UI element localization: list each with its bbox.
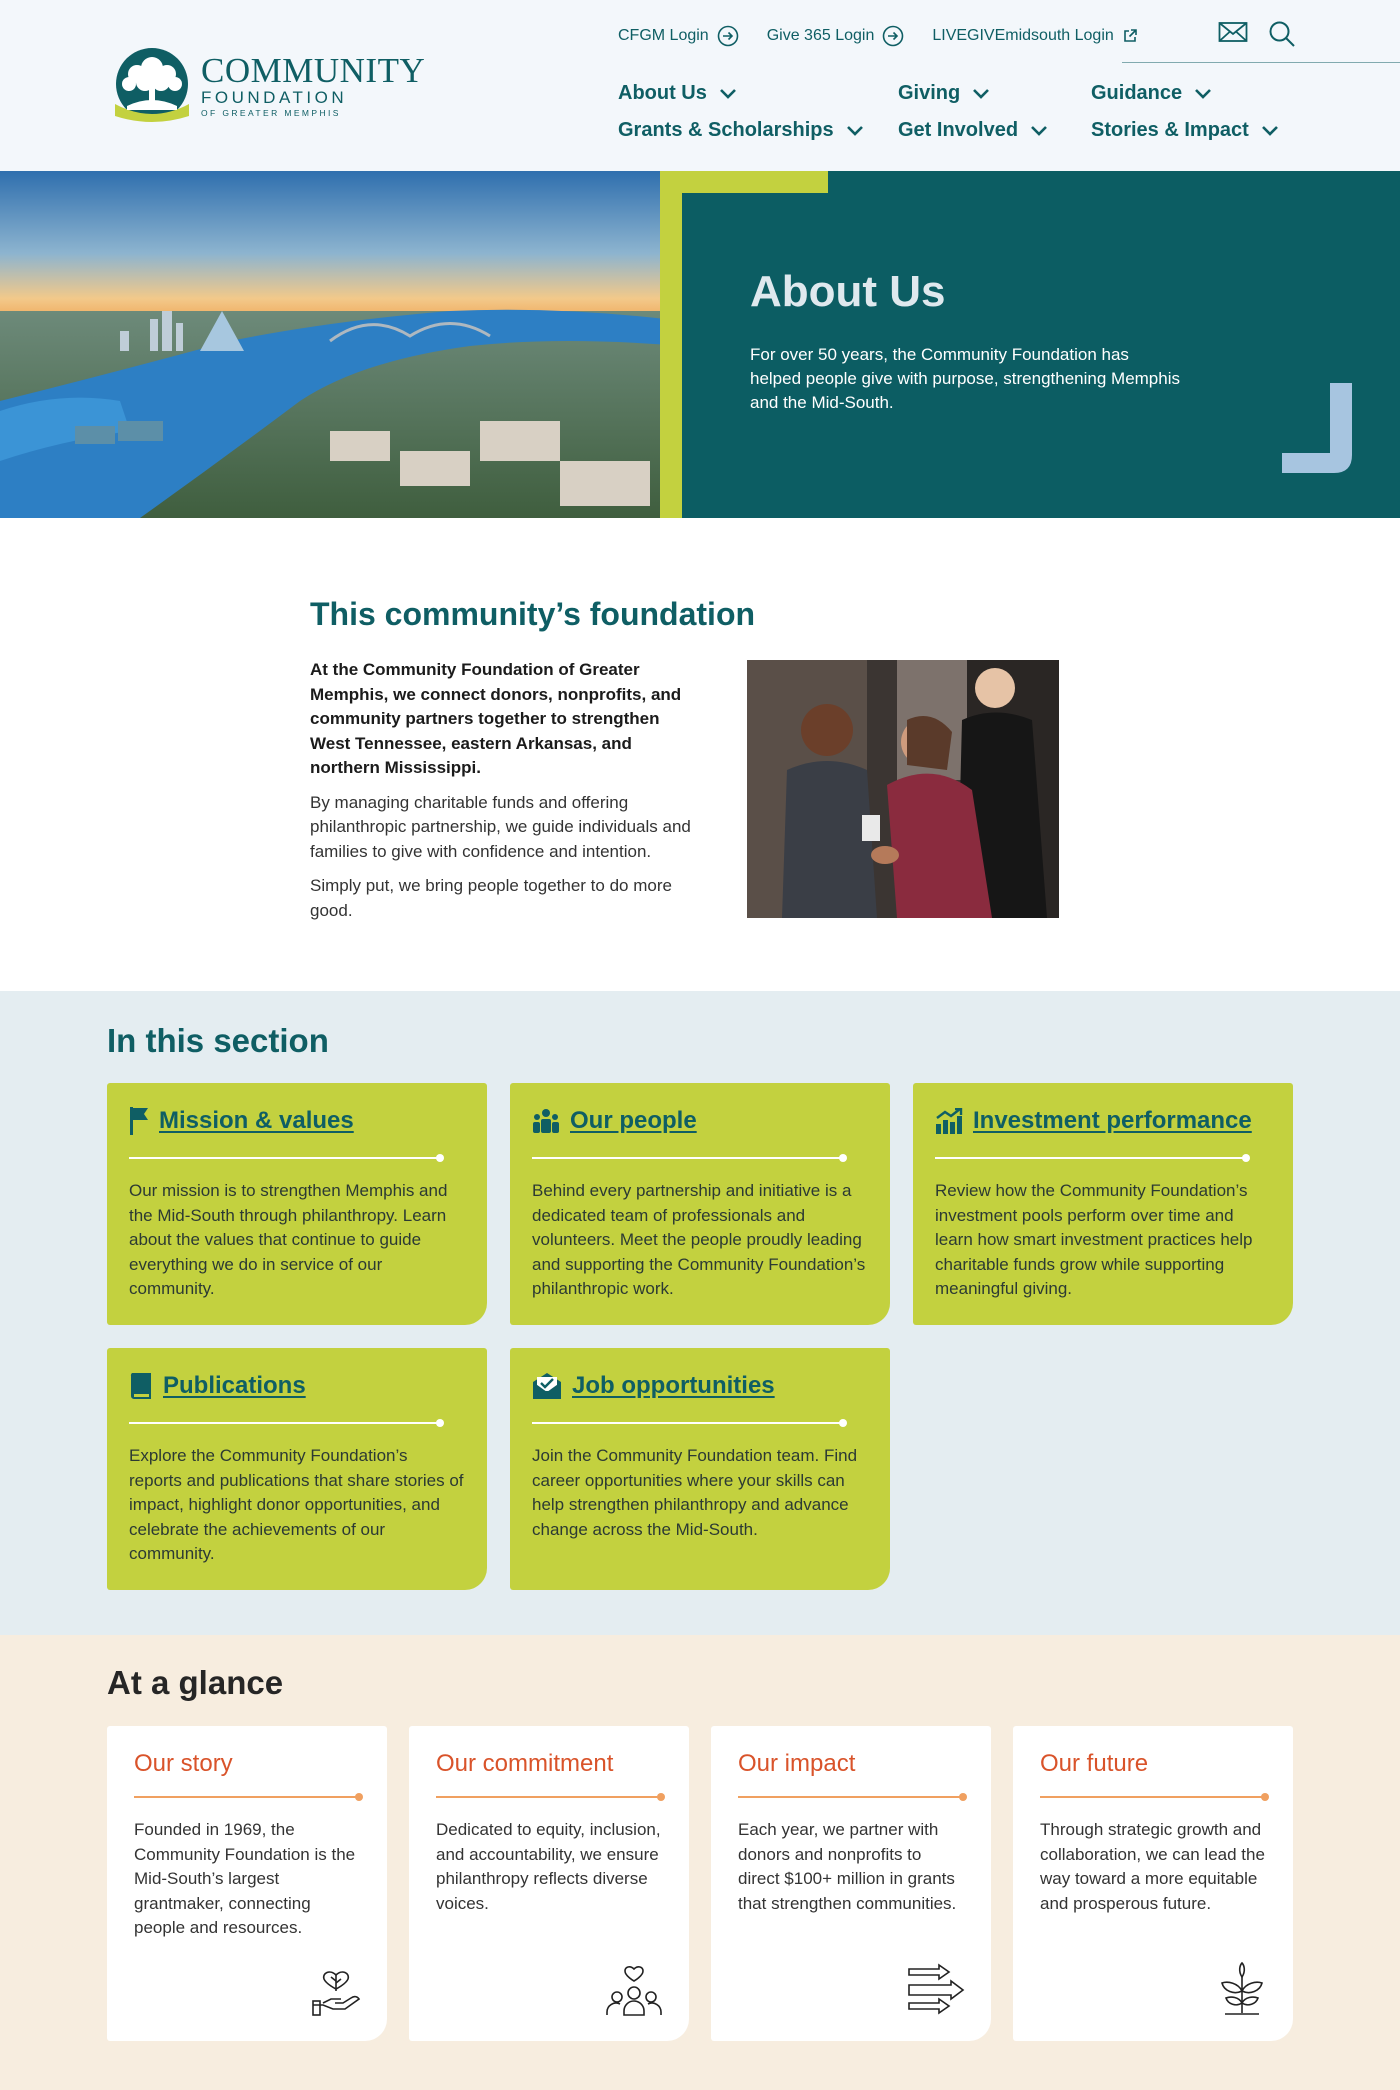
- card-divider: [532, 1157, 844, 1159]
- publications-link[interactable]: Publications: [163, 1372, 306, 1399]
- glance-card-title: Our impact: [738, 1750, 856, 1777]
- card-body: Join the Community Foundation team. Find career opportunities where your skills can help strengthen philanthropy and advance change across the Mid-South.: [532, 1446, 858, 1539]
- card-job-opportunities[interactable]: [510, 1348, 890, 1590]
- nav-label: Guidance: [1091, 82, 1183, 104]
- glance-card-divider: [738, 1796, 964, 1798]
- glance-card-body: Founded in 1969, the Community Foundation is the Mid-South’s largest grantmaker, connecting people and resources.: [134, 1820, 356, 1937]
- hero-accent-bar: [660, 171, 682, 518]
- card-body: Behind every partnership and initiative is a dedicated team of professionals and volunteers. Meet the people proudly leading and supporting the Community Foundation’s philanthropic work.: [532, 1181, 866, 1298]
- card-divider: [935, 1157, 1247, 1159]
- utility-icons: [1218, 20, 1296, 48]
- glance-card-our-story: [107, 1726, 387, 2041]
- nav-about-us[interactable]: [618, 82, 737, 105]
- hero-banner: [0, 171, 1400, 518]
- card-body: Explore the Community Foundation’s reports and publications that share stories of impact, highlight donor opportunities, and celebrate the achievements of our community.: [129, 1446, 464, 1563]
- util-link-label: LIVEGIVEmidsouth Login: [932, 27, 1114, 44]
- decorative-hook-shape: [1282, 383, 1356, 475]
- glance-card-body: Dedicated to equity, inclusion, and accountability, we ensure philanthropy reflects diverse voices.: [436, 1820, 661, 1913]
- card-divider: [532, 1422, 844, 1424]
- logo-line-1: COMMUNITY: [201, 50, 426, 90]
- arrow-circle-right-icon: [717, 25, 739, 47]
- livegive-login-link[interactable]: [932, 27, 1137, 45]
- utility-links: [618, 24, 1166, 48]
- logo-line-2: FOUNDATION: [201, 87, 348, 107]
- envelope-check-icon: [532, 1372, 562, 1400]
- card-investment-performance[interactable]: [913, 1083, 1293, 1325]
- chevron-down-icon: [846, 125, 864, 137]
- intro-text: [310, 658, 695, 933]
- nav-grants-scholarships[interactable]: [618, 119, 864, 142]
- card-our-people[interactable]: [510, 1083, 890, 1325]
- site-header: [0, 0, 1400, 171]
- forward-arrows-icon: [907, 1963, 965, 2017]
- sprout-icon: [1217, 1961, 1267, 2017]
- glance-card-title: Our story: [134, 1750, 233, 1777]
- our-people-link[interactable]: Our people: [570, 1107, 697, 1134]
- hand-heart-plant-icon: [311, 1961, 361, 2017]
- investment-performance-link[interactable]: Investment performance: [973, 1107, 1252, 1134]
- nav-label: Giving: [898, 82, 961, 104]
- nav-label: Grants & Scholarships: [618, 119, 834, 141]
- glance-card-body: Each year, we partner with donors and nonprofits to direct $100+ million in grants that strengthen communities.: [738, 1820, 957, 1913]
- util-link-label: Give 365 Login: [766, 27, 875, 44]
- hero-accent-corner: [682, 193, 828, 209]
- intro-heading: This community’s foundation: [310, 596, 756, 632]
- card-publications[interactable]: [107, 1348, 487, 1590]
- tree-logo-icon: [107, 46, 197, 124]
- glance-card-divider: [436, 1796, 662, 1798]
- hero-accent-top: [660, 171, 828, 193]
- chevron-down-icon: [1261, 125, 1279, 137]
- nav-guidance[interactable]: [1091, 82, 1212, 105]
- glance-card-divider: [134, 1796, 360, 1798]
- memphis-skyline-photo: [0, 171, 682, 518]
- intro-paragraph: By managing charitable funds and offering philanthropic partnership, we guide individuals and families to give with confidence and intention.: [310, 792, 691, 861]
- util-link-label: CFGM Login: [618, 27, 709, 44]
- job-opportunities-link[interactable]: Job opportunities: [572, 1372, 775, 1399]
- glance-card-our-impact: [711, 1726, 991, 2041]
- nav-label: About Us: [618, 82, 707, 104]
- mission-values-link[interactable]: Mission & values: [159, 1107, 354, 1134]
- nav-giving[interactable]: [898, 82, 990, 105]
- mail-icon[interactable]: [1218, 20, 1248, 44]
- cfgm-login-link[interactable]: [618, 25, 739, 47]
- glance-card-divider: [1040, 1796, 1266, 1798]
- glance-card-our-future: [1013, 1726, 1293, 2041]
- search-icon[interactable]: [1268, 20, 1296, 48]
- intro-paragraph: Simply put, we bring people together to do more good.: [310, 876, 672, 920]
- people-group-icon: [532, 1108, 560, 1134]
- card-body: Review how the Community Foundation’s investment pools perform over time and learn how smart investment practices help charitable funds grow while supporting meaningful giving.: [935, 1181, 1253, 1298]
- page-title: About Us: [750, 267, 946, 316]
- header-divider: [1122, 62, 1400, 63]
- card-mission-values[interactable]: [107, 1083, 487, 1325]
- glance-card-title: Our commitment: [436, 1750, 614, 1777]
- nav-label: Stories & Impact: [1091, 119, 1249, 141]
- chevron-down-icon: [1194, 88, 1212, 100]
- flag-icon: [129, 1107, 149, 1135]
- chart-growth-icon: [935, 1108, 963, 1134]
- arrow-circle-right-icon: [882, 25, 904, 47]
- external-link-icon: [1122, 28, 1138, 44]
- card-divider: [129, 1157, 441, 1159]
- site-logo[interactable]: [107, 46, 426, 124]
- glance-card-body: Through strategic growth and collaboration, we can lead the way toward a more equitable and prosperous future.: [1040, 1820, 1265, 1913]
- chevron-down-icon: [972, 88, 990, 100]
- people-greeting-photo: [747, 660, 1059, 918]
- card-body: Our mission is to strengthen Memphis and the Mid-South through philanthropy. Learn about the values that continue to guide everything we do in service of our community.: [129, 1181, 448, 1298]
- nav-get-involved[interactable]: [898, 119, 1048, 142]
- intro-lead: At the Community Foundation of Greater Memphis, we connect donors, nonprofits, and community partners together to strengthen West Tennessee, eastern Arkansas, and northern Mississippi.: [310, 660, 682, 777]
- card-divider: [129, 1422, 441, 1424]
- logo-line-3: OF GREATER MEMPHIS: [201, 107, 341, 118]
- chevron-down-icon: [1030, 125, 1048, 137]
- main-nav: [618, 82, 1318, 150]
- nav-label: Get Involved: [898, 119, 1019, 141]
- section-heading: In this section: [107, 1022, 329, 1059]
- give365-login-link[interactable]: [767, 25, 905, 47]
- chevron-down-icon: [719, 88, 737, 100]
- glance-heading: At a glance: [107, 1664, 284, 1701]
- glance-card-our-commitment: [409, 1726, 689, 2041]
- hero-description: For over 50 years, the Community Foundation has helped people give with purpose, strengthening Memphis and the Mid-South.: [750, 345, 1180, 412]
- nav-stories-impact[interactable]: [1091, 119, 1279, 142]
- glance-card-title: Our future: [1040, 1750, 1149, 1777]
- community-heart-icon: [605, 1965, 663, 2017]
- book-icon: [129, 1372, 153, 1400]
